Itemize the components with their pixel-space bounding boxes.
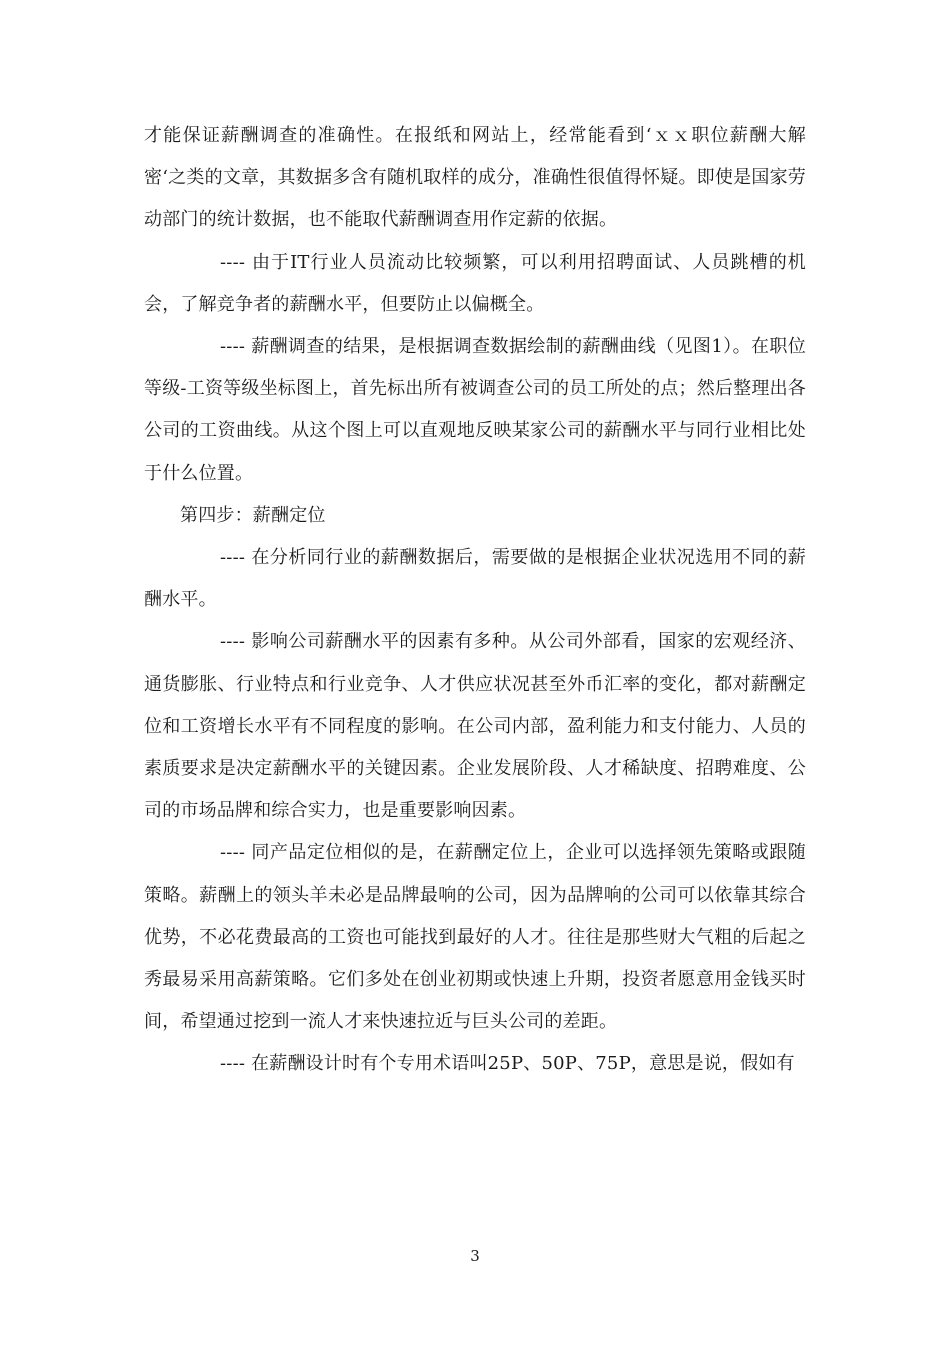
paragraph-it-industry: ---- 由于IT行业人员流动比较频繁，可以利用招聘面试、人员跳槽的机会，了解竞争者的薪酬水平，但要防止以偏概全。 [144,251,806,315]
paragraph-survey-results: ---- 薪酬调查的结果，是根据调查数据绘制的薪酬曲线（见图1）。在职位等级-工资等级坐标图上，首先标出所有被调查公司的员工所处的点；然后整理出各公司的工资曲线。从这个图上可以直观地反映某家公司的薪酬水平与同行业相比处于什么位置。 [144,336,806,484]
paragraph-factors: ---- 影响公司薪酬水平的因素有多种。从公司外部看，国家的宏观经济、通货膨胀、行业特点和行业竞争、人才供应状况甚至外币汇率的变化，都对薪酬定位和工资增长水平有不同程度的影响。在公司内部，盈利能力和支付能力、人员的素质要求是决定薪酬水平的关键因素。企业发展阶段、人才稀缺度、招聘难度、公司的市场品牌和综合实力，也是重要影响因素。 [144,631,806,822]
paragraph-continuation: 才能保证薪酬调查的准确性。在报纸和网站上，经常能看到‘ｘｘ职位薪酬大解密‘之类的文章，其数据多含有随机取样的成分，准确性很值得怀疑。即使是国家劳动部门的统计数据，也不能取代薪酬调查用作定薪的依据。 [144,125,806,231]
paragraph-percentiles: ---- 在薪酬设计时有个专用术语叫25P、50P、75P，意思是说，假如有 [220,1053,795,1075]
step-four-heading: 第四步：薪酬定位 [180,504,326,526]
paragraph-strategy: ---- 同产品定位相似的是，在薪酬定位上，企业可以选择领先策略或跟随策略。薪酬上的领头羊未必是品牌最响的公司，因为品牌响的公司可以依靠其综合优势，不必花费最高的工资也可能找到最好的人才。往往是那些财大气粗的后起之秀最易采用高薪策略。它们多处在创业初期或快速上升期，投资者愿意用金钱买时间，希望通过挖到一流人才来快速拉近与巨头公司的差距。 [144,842,806,1033]
body-text [144,115,806,1086]
paragraph-analysis: ---- 在分析同行业的薪酬数据后，需要做的是根据企业状况选用不同的薪酬水平。 [144,547,806,611]
page-number: 3 [470,1247,480,1265]
